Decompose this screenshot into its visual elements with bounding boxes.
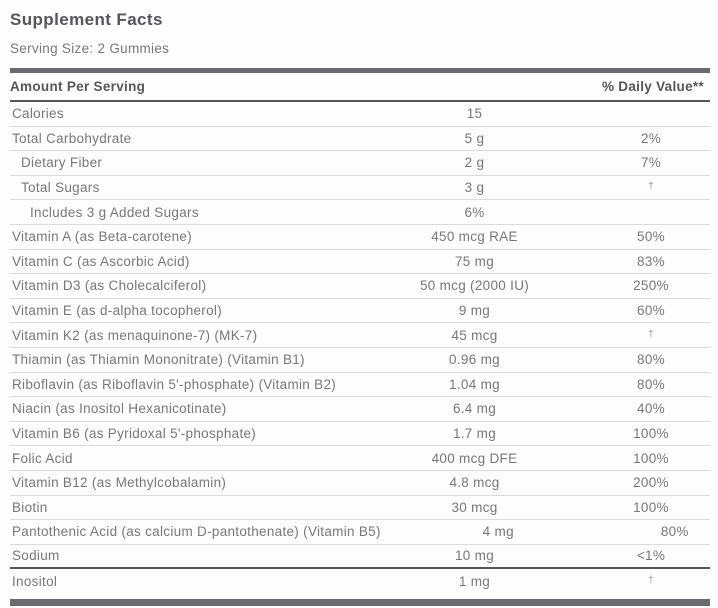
bottom-thick-bar — [10, 599, 710, 606]
nutrient-amount: 1 mg — [458, 574, 491, 590]
table-row — [10, 274, 710, 299]
nutrient-amount: 9 mg — [458, 303, 491, 319]
nutrient-daily-value: 80% — [637, 352, 665, 368]
panel-title: Supplement Facts — [10, 10, 163, 29]
table-row — [10, 348, 710, 373]
table-row — [10, 299, 710, 324]
serving-size-text: Serving Size: 2 Gummies — [10, 41, 170, 56]
nutrient-name: Vitamin C (as Ascorbic Acid) — [12, 253, 190, 269]
nutrient-name: Folic Acid — [12, 450, 73, 466]
nutrient-name: Includes 3 g Added Sugars — [30, 204, 199, 220]
table-row — [10, 102, 710, 127]
nutrient-daily-value: 200% — [633, 475, 669, 491]
nutrient-name: Thiamin (as Thiamin Mononitrate) (Vitamin B1) — [12, 352, 305, 368]
nutrient-amount: 6% — [464, 204, 485, 220]
nutrient-daily-value: 80% — [660, 524, 689, 540]
nutrient-table — [10, 102, 710, 594]
nutrient-daily-value — [592, 328, 710, 343]
nutrient-amount: 450 mcg RAE — [431, 229, 518, 245]
nutrient-name: Vitamin B6 (as Pyridoxal 5'-phosphate) — [12, 426, 257, 442]
nutrient-name: Calories — [12, 106, 64, 122]
nutrient-daily-value: 100% — [633, 426, 669, 442]
nutrient-daily-value: <1% — [636, 548, 666, 564]
nutrient-name: Vitamin A (as Beta-carotene) — [12, 229, 192, 245]
table-row — [10, 225, 710, 250]
nutrient-daily-value: 250% — [633, 278, 669, 294]
table-row — [10, 151, 710, 176]
nutrient-daily-value: 40% — [637, 401, 665, 417]
nutrient-amount: 400 mcg DFE — [431, 450, 518, 466]
amount-per-serving-header: Amount Per Serving — [10, 79, 146, 94]
nutrient-amount: 6.4 mg — [452, 401, 497, 417]
table-header-row — [10, 73, 710, 102]
nutrient-daily-value: 2% — [640, 130, 662, 146]
table-row — [10, 545, 710, 570]
nutrient-amount: 2 g — [464, 155, 485, 171]
nutrient-name: Vitamin B12 (as Methylcobalamin) — [12, 475, 227, 491]
nutrient-name: Pantothenic Acid (as calcium D-pantothenate) (Vitamin B5) — [12, 524, 381, 540]
dagger-footnote-mark: † — [648, 181, 654, 193]
nutrient-amount: 4.8 mcg — [449, 475, 500, 491]
nutrient-name: Dietary Fiber — [21, 155, 103, 171]
table-row — [10, 520, 710, 545]
table-row — [10, 200, 710, 225]
nutrient-amount: 15 — [466, 106, 483, 122]
nutrient-daily-value: 100% — [633, 450, 669, 466]
table-row — [10, 397, 710, 422]
nutrient-name: Vitamin D3 (as Cholecalciferol) — [12, 278, 207, 294]
dagger-footnote-mark: † — [648, 575, 654, 587]
nutrient-daily-value: 80% — [637, 376, 665, 392]
nutrient-amount: 1.04 mg — [449, 376, 500, 392]
nutrient-amount: 45 mcg — [451, 327, 498, 343]
nutrient-amount: 3 g — [464, 180, 485, 196]
nutrient-name: Total Carbohydrate — [12, 130, 132, 146]
table-row — [10, 422, 710, 447]
nutrient-name: Sodium — [12, 548, 60, 564]
table-row — [10, 496, 710, 521]
nutrient-amount: 75 mg — [454, 253, 495, 269]
nutrient-name: Vitamin K2 (as menaquinone-7) (MK-7) — [12, 327, 258, 343]
nutrient-amount: 0.96 mg — [449, 352, 500, 368]
dagger-footnote-mark: † — [648, 328, 654, 340]
nutrient-amount: 4 mg — [482, 524, 514, 540]
nutrient-name: Total Sugars — [21, 180, 100, 196]
table-row — [10, 176, 710, 201]
nutrient-name: Vitamin E (as d-alpha tocopherol) — [12, 303, 223, 319]
table-row — [10, 569, 710, 594]
nutrient-daily-value — [592, 180, 710, 195]
nutrient-amount: 1.7 mg — [452, 426, 497, 442]
nutrient-amount: 30 mcg — [451, 499, 498, 515]
nutrient-name: Niacin (as Inositol Hexanicotinate) — [12, 401, 227, 417]
table-row — [10, 250, 710, 275]
nutrient-name: Riboflavin (as Riboflavin 5'-phosphate) (Vitamin B2) — [12, 376, 337, 392]
nutrient-daily-value: 83% — [637, 253, 665, 269]
table-row — [10, 471, 710, 496]
table-row — [10, 373, 710, 398]
table-row — [10, 446, 710, 471]
nutrient-amount: 5 g — [464, 130, 485, 146]
nutrient-daily-value: 50% — [637, 229, 665, 245]
nutrient-amount: 50 mcg (2000 IU) — [419, 278, 530, 294]
nutrient-name: Inositol — [12, 574, 58, 590]
nutrient-daily-value: 60% — [637, 303, 665, 319]
table-row — [10, 323, 710, 348]
nutrient-daily-value: 100% — [633, 499, 669, 515]
nutrient-daily-value: 7% — [640, 155, 662, 171]
table-row — [10, 127, 710, 152]
nutrient-daily-value — [592, 574, 710, 589]
nutrient-amount: 10 mg — [454, 548, 495, 564]
nutrient-name: Biotin — [12, 499, 48, 515]
daily-value-header: % Daily Value** — [601, 79, 704, 94]
